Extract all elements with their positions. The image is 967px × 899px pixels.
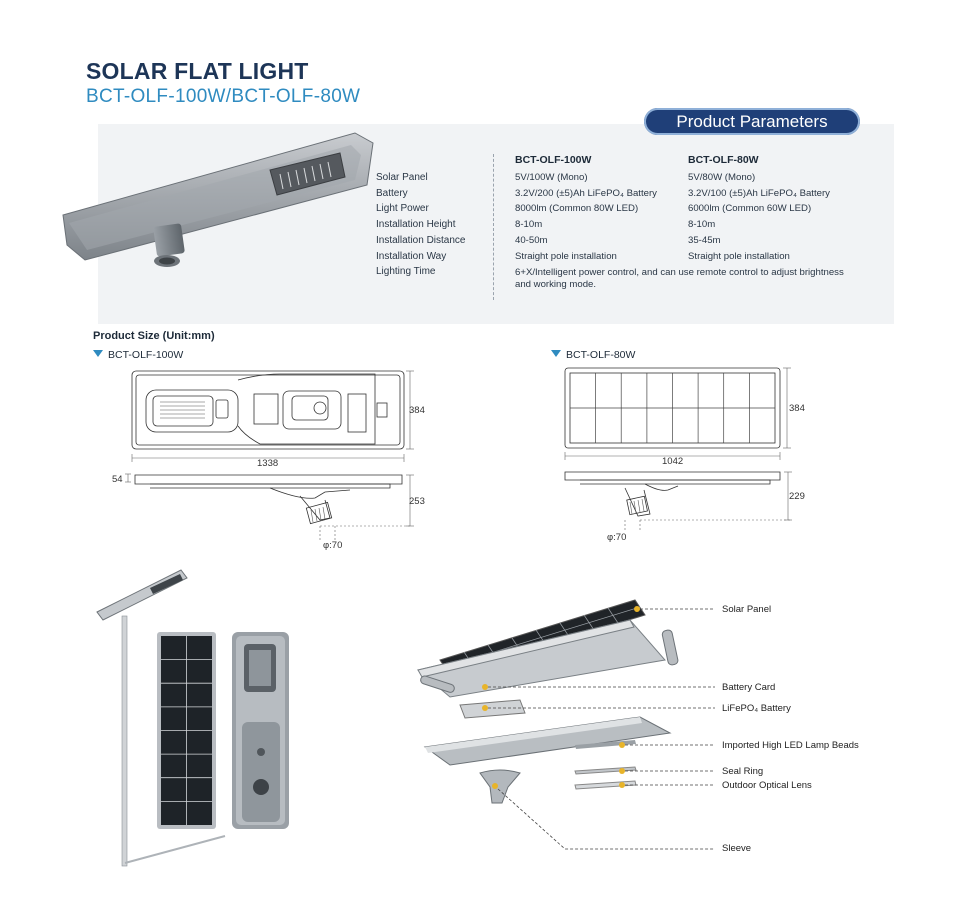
- drawing-80w-side-view: [560, 468, 810, 538]
- value-80w-installation-way: Straight pole installation: [688, 251, 790, 262]
- drawing-100w-side-view: [120, 470, 420, 550]
- value-lighting-time-line1: 6+X/Intelligent power control, and can use remote control to adjust brightness: [515, 267, 844, 278]
- dim-100w-width: 384: [409, 405, 425, 416]
- param-label-lighting-time: Lighting Time: [376, 266, 436, 277]
- variant-label-100w: BCT-OLF-100W: [93, 349, 183, 361]
- dim-80w-diameter: φ:70: [607, 532, 627, 543]
- value-100w-light-power: 8000lm (Common 80W LED): [515, 203, 639, 214]
- dim-80w-height: 229: [789, 491, 805, 502]
- part-label-battery-card: Battery Card: [722, 682, 776, 693]
- value-80w-battery: 3.2V/100 (±5)Ah LiFePO₄ Battery: [688, 188, 830, 199]
- product-models: BCT-OLF-100W/BCT-OLF-80W: [86, 86, 361, 107]
- variant-label-80w: BCT-OLF-80W: [551, 349, 635, 361]
- value-80w-installation-height: 8-10m: [688, 219, 716, 230]
- dim-100w-length: 1338: [257, 458, 279, 469]
- triangle-marker-icon: [551, 350, 561, 357]
- part-label-solar-panel: Solar Panel: [722, 604, 772, 615]
- column-divider: [493, 154, 494, 300]
- param-label-battery: Battery: [376, 188, 408, 199]
- value-100w-installation-way: Straight pole installation: [515, 251, 617, 262]
- lamp-hero-illustration: [55, 125, 375, 275]
- value-100w-solar-panel: 5V/100W (Mono): [515, 172, 588, 183]
- part-label-seal-ring: Seal Ring: [722, 766, 764, 777]
- product-parameters-badge: Product Parameters: [644, 108, 860, 135]
- value-80w-solar-panel: 5V/80W (Mono): [688, 172, 756, 183]
- dim-100w-thickness: 54: [112, 474, 123, 485]
- value-lighting-time-line2: and working mode.: [515, 279, 597, 290]
- param-label-installation-distance: Installation Distance: [376, 235, 466, 246]
- part-label-lifepo4-battery: LiFePO₄ Battery: [722, 703, 791, 714]
- value-100w-installation-height: 8-10m: [515, 219, 543, 230]
- triangle-marker-icon: [93, 350, 103, 357]
- param-label-installation-way: Installation Way: [376, 251, 447, 262]
- exploded-view-illustration: [390, 595, 690, 865]
- product-title: SOLAR FLAT LIGHT: [86, 58, 309, 84]
- dim-80w-length: 1042: [662, 456, 684, 467]
- dim-100w-diameter: φ:70: [323, 540, 343, 551]
- product-size-title: Product Size (Unit:mm): [93, 330, 215, 342]
- value-80w-light-power: 6000lm (Common 60W LED): [688, 203, 812, 214]
- drawing-80w-top-view: [560, 364, 810, 474]
- dim-100w-height: 253: [409, 496, 425, 507]
- param-label-installation-height: Installation Height: [376, 219, 456, 230]
- value-100w-battery: 3.2V/200 (±5)Ah LiFePO₄ Battery: [515, 188, 657, 199]
- param-label-light-power: Light Power: [376, 203, 429, 214]
- value-80w-installation-distance: 35-45m: [688, 235, 721, 246]
- part-label-optical-lens: Outdoor Optical Lens: [722, 780, 812, 791]
- solar-panel-front-illustration: [157, 632, 217, 830]
- column-head-100w: BCT-OLF-100W: [515, 154, 592, 166]
- value-100w-installation-distance: 40-50m: [515, 235, 548, 246]
- part-label-sleeve: Sleeve: [722, 843, 752, 854]
- dim-80w-width: 384: [789, 403, 805, 414]
- part-label-led-lamp-beads: Imported High LED Lamp Beads: [722, 740, 859, 751]
- lamp-back-illustration: [232, 632, 290, 830]
- column-head-80w: BCT-OLF-80W: [688, 154, 759, 166]
- param-label-solar-panel: Solar Panel: [376, 172, 428, 183]
